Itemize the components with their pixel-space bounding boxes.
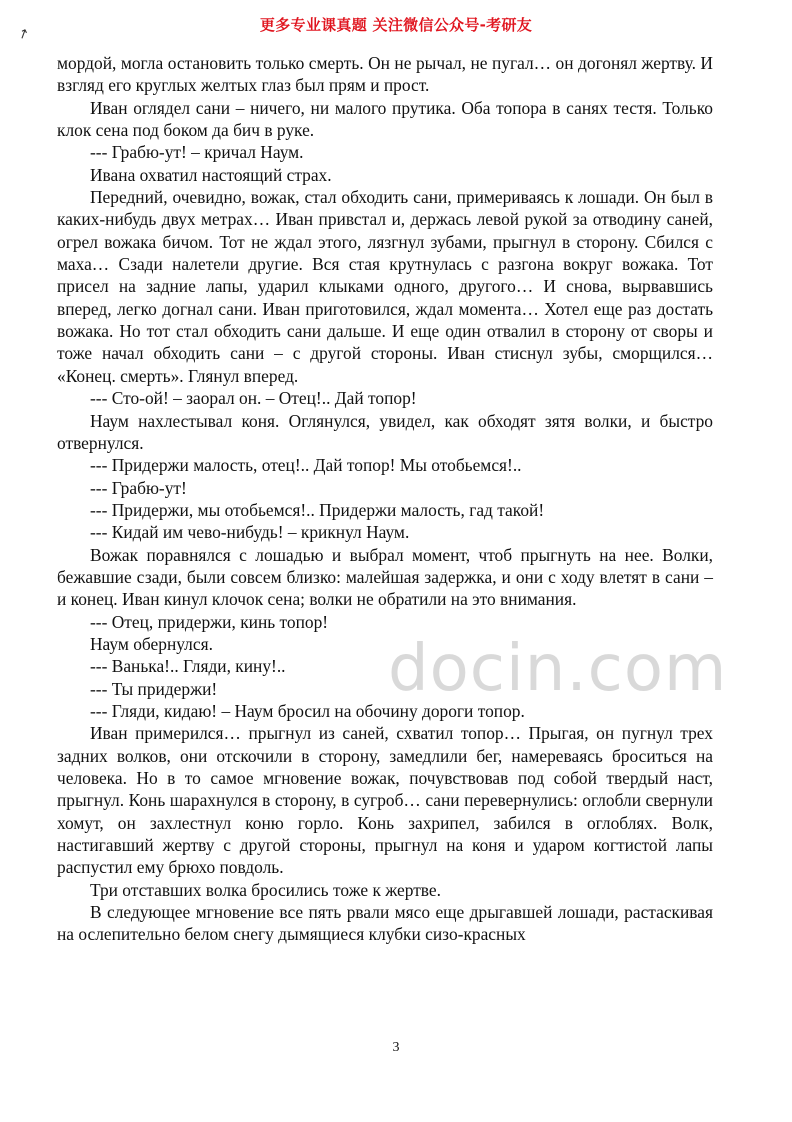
paragraph: Ивана охватил настоящий страх. <box>90 164 332 185</box>
paragraph: --- Ванька!.. Гляди, кину!.. <box>90 656 286 677</box>
paragraph: --- Кидай им чево-нибудь! – крикнул Наум. <box>90 522 410 543</box>
corner-mark: ↗ <box>15 24 32 43</box>
paragraph: --- Сто-ой! – заорал он. – Отец!.. Дай топор! <box>90 388 417 409</box>
paragraph: --- Придержи, мы отобьемся!.. Придержи малость, гад такой! <box>90 499 545 520</box>
watermark: docin.com <box>388 632 728 706</box>
paragraph: В следующее мгновение все пять рвали мясо еще дрыгавшей лошади, растаскивая на ослепительно белом снегу дымящиеся клубки сизо-красных <box>57 902 713 945</box>
paragraph: --- Грабю-ут! <box>90 477 187 498</box>
paragraph: --- Грабю-ут! – кричал Наум. <box>90 142 304 163</box>
page-number: 3 <box>392 1040 400 1055</box>
paragraph: Наум нахлестывал коня. Оглянулся, увидел, как обходят зятя волки, и быстро отвернулся. <box>57 410 713 453</box>
body-text <box>57 52 713 946</box>
paragraph: Передний, очевидно, вожак, стал обходить сани, примериваясь к лошади. Он был в каких-нибудь двух метрах… Иван привстал и, держась левой рукой за отводину саней, огрел вожака бичом. Тот не ждал этого, лязгнул зубами, прыгнул в сторону. Сбился с маха… Сзади налетели другие. Вся стая крутнулась с разгона вокруг вожака. Тот присел на задние лапы, ударил клыками одного, другого… И снова, вырвавшись вперед, легко догнал сани. Иван приготовился, ждал момента… Хотел еще раз достать вожака. Но тот стал обходить сани дальше. И еще один отвалил в сторону от своры и тоже начал обходить сани – с другой стороны. Иван стиснул зубы, сморщился… «Конец. смерть». Глянул вперед. <box>57 187 713 386</box>
paragraph: мордой, могла остановить только смерть. Он не рычал, не пугал… он догонял жертву. И взгляд его круглых желтых глаз был прям и прост. <box>57 53 713 96</box>
paragraph: --- Отец, придержи, кинь топор! <box>90 611 329 632</box>
header-banner: 更多专业课真题 关注微信公众号-考研友 <box>259 16 533 34</box>
paragraph: Иван примерился… прыгнул из саней, схватил топор… Прыгая, он пугнул трех задних волков, они отскочили в сторону, замедлили бег, намереваясь броситься на человека. Но в то самое мгновение вожак, почувствовав под собой твердый наст, прыгнул. Конь шарахнулся в сторону, в сугроб… сани перевернулись: оглобли свернули хомут, он захлестнул коню горло. Конь захрипел, забился в оглоблях. Волк, настигавший жертву с другой стороны, прыгнул на коня и ударом когтистой лапы распустил ему брюхо повдоль. <box>57 723 713 878</box>
paragraph: Наум обернулся. <box>90 633 213 654</box>
paragraph: Три отставших волка бросились тоже к жертве. <box>90 879 441 900</box>
paragraph: Вожак поравнялся с лошадью и выбрал момент, чтоб прыгнуть на нее. Волки, бежавшие сзади, были совсем близко: малейшая задержка, и они с ходу влетят в сани – и конец. Иван кинул клочок сена; волки не обратили на это внимания. <box>57 544 713 610</box>
paragraph: --- Гляди, кидаю! – Наум бросил на обочину дороги топор. <box>90 700 525 721</box>
paragraph: --- Ты придержи! <box>90 678 218 699</box>
paragraph: Иван оглядел сани – ничего, ни малого прутика. Оба топора в санях тестя. Только клок сена под боком да бич в руке. <box>57 97 713 141</box>
paragraph: --- Придержи малость, отец!.. Дай топор! Мы отобьемся!.. <box>90 455 522 476</box>
